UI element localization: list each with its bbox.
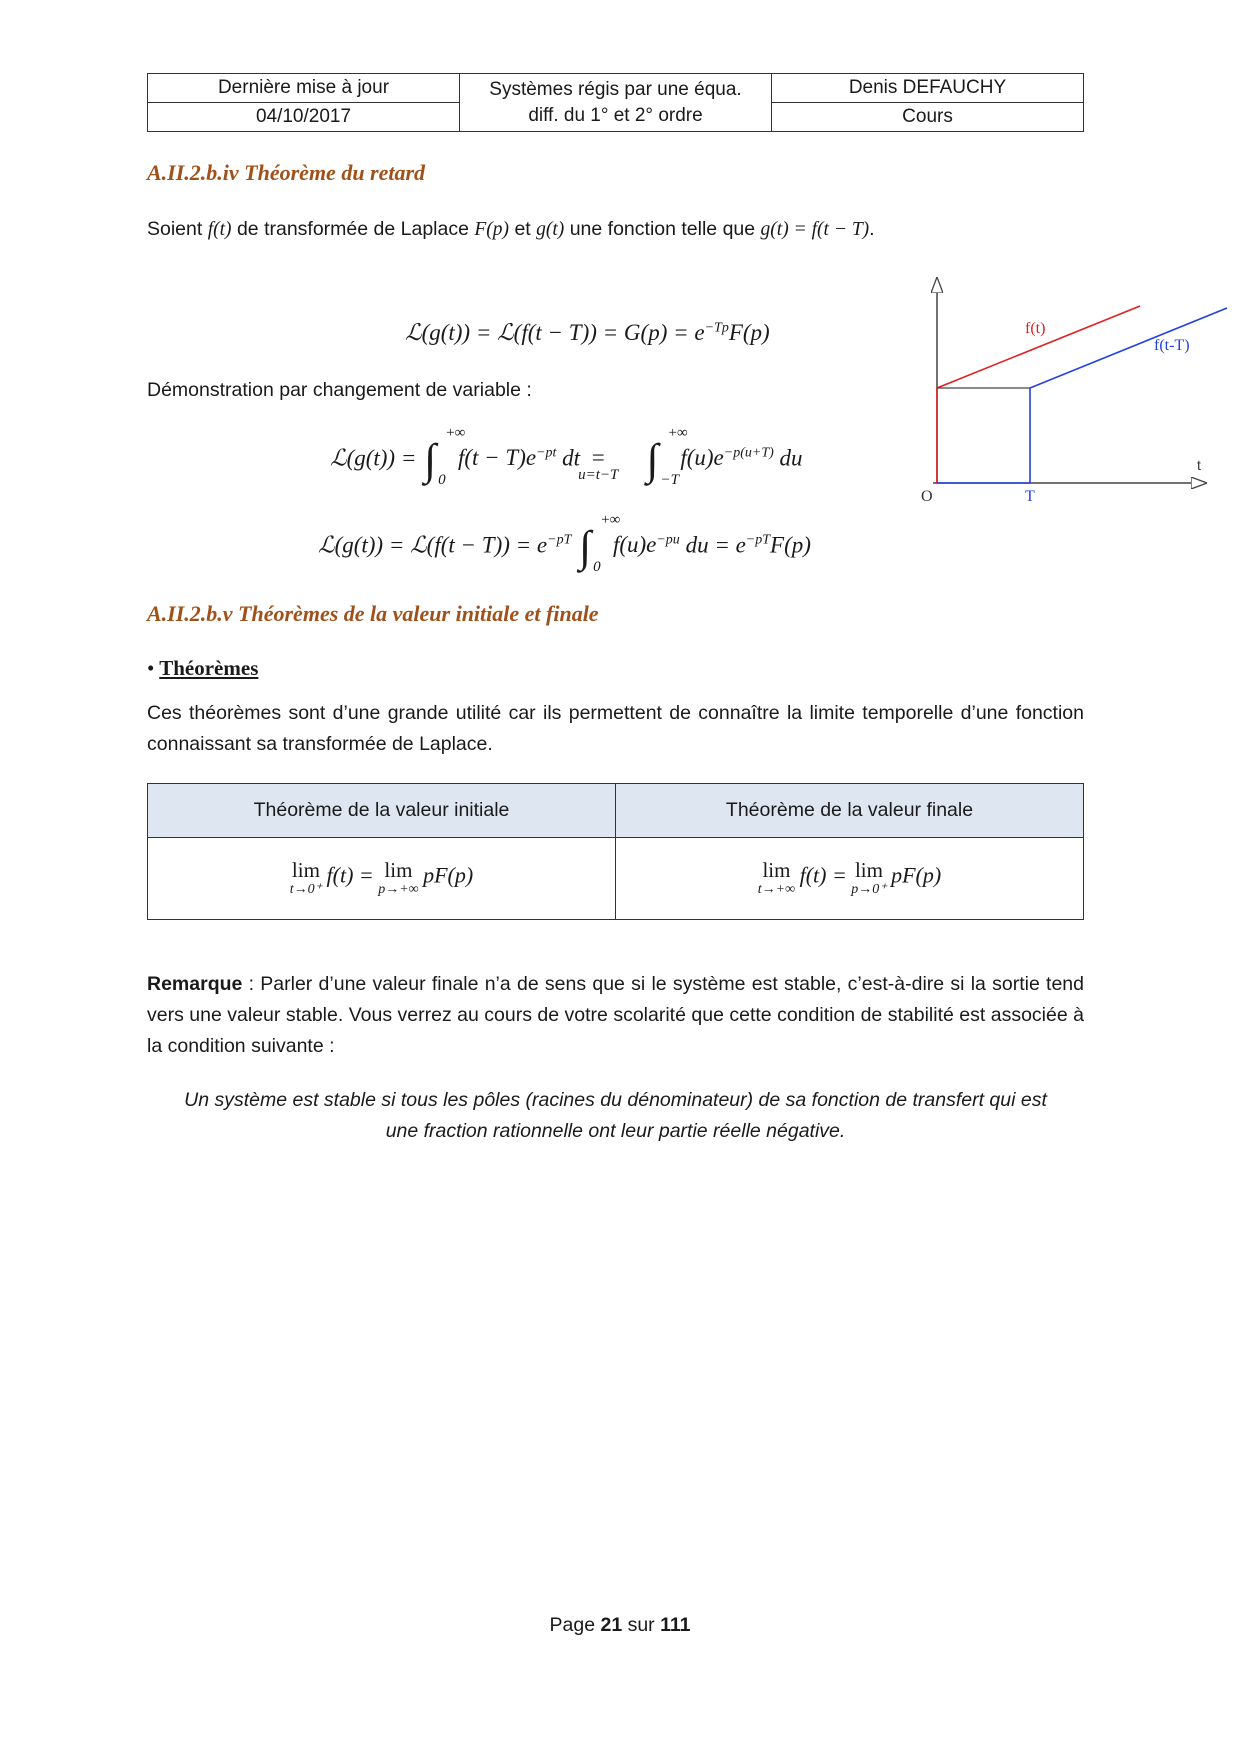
- final-value-formula: [616, 838, 1084, 920]
- demo-eq1-eq-sign: =: [591, 445, 605, 471]
- label-O: O: [921, 488, 933, 505]
- th-final: Théorème de la valeur finale: [616, 784, 1084, 838]
- remark-text: : Parler d’une valeur finale n’a de sens que si le système est stable, c’est-à-dire si la sortie tend vers une valeur stable. Vous verrez au cours de votre scolarité que cette condition de stabilité est associée à la condition suivante :: [147, 973, 1084, 1057]
- demo-eq2-exp2: −pu: [656, 532, 680, 548]
- integral-sign-1: ∫ +∞ 0: [424, 425, 466, 488]
- page-prefix: Page: [549, 1614, 601, 1636]
- intro-text-4: une fonction telle que: [564, 218, 761, 240]
- demo-eq1-lhs: ℒ(g(t)) =: [330, 445, 417, 471]
- main-eq-end: F(p): [728, 320, 770, 345]
- th-initial: Théorème de la valeur initiale: [148, 784, 616, 838]
- initial-value-formula: [148, 838, 616, 920]
- lim-sub: p→+∞: [378, 882, 419, 897]
- theorems-subheading: [147, 656, 258, 681]
- page-number: 21: [600, 1614, 623, 1636]
- heading-theorems: A.II.2.b.v Théorèmes de la valeur initiale et finale: [147, 601, 599, 626]
- main-eq-text: ℒ(g(t)) = ℒ(f(t − T)) = G(p) = e: [405, 320, 705, 345]
- lim-word: lim: [762, 858, 791, 882]
- page-total: 111: [660, 1614, 691, 1636]
- lim-right-expr: pF(p): [891, 862, 942, 888]
- demo-eq1-int1-exp: −pt: [536, 445, 557, 461]
- demo-eq1-substitution: u=t−T: [578, 467, 619, 484]
- demo-eq1-int1-body: f(t − T)e: [457, 445, 537, 471]
- intro-gt: g(t): [536, 219, 565, 240]
- lim-right-expr: pF(p): [423, 862, 474, 888]
- delay-figure: [915, 275, 1235, 507]
- demo-text: Démonstration par changement de variable :: [147, 379, 532, 401]
- intro-Fp: F(p): [474, 219, 510, 240]
- main-eq-exp: −Tp: [704, 320, 729, 336]
- label-f: f(t): [1025, 320, 1046, 337]
- lim-left-expr: f(t) =: [799, 862, 847, 888]
- retard-main-equation: [405, 320, 770, 346]
- lim-word: lim: [384, 858, 413, 882]
- demo-eq2-end: F(p): [770, 532, 811, 558]
- integral-upper-3: +∞: [601, 512, 621, 528]
- remark-paragraph: [147, 969, 1084, 1062]
- integral-sign-2: ∫ +∞ −T: [646, 425, 688, 488]
- doc-type: Cours: [772, 103, 1084, 132]
- lim-sub: t→0⁺: [289, 882, 323, 897]
- demo-equation-2: [318, 512, 811, 575]
- subject-line2: diff. du 1° et 2° ordre: [528, 104, 703, 126]
- label-T: T: [1025, 488, 1035, 505]
- integral-lower-3: 0: [593, 559, 601, 575]
- intro-text-1: Soient: [147, 218, 208, 240]
- demo-eq2-lhs: ℒ(g(t)) = ℒ(f(t − T)) = e: [318, 532, 548, 558]
- demo-eq1-int2-exp: −p(u+T): [723, 445, 774, 461]
- intro-text-5: .: [869, 218, 875, 240]
- integral-upper-2: +∞: [668, 425, 688, 441]
- intro-relation: g(t) = f(t − T): [760, 219, 870, 240]
- retard-intro: [147, 214, 875, 245]
- page-footer: [0, 1614, 1240, 1637]
- lim-sub: p→0⁺: [851, 882, 887, 897]
- demo-eq1-int2-body: f(u)e: [680, 445, 724, 471]
- author: Denis DEFAUCHY: [772, 74, 1084, 103]
- demo-eq2-exp3: −pT: [745, 532, 771, 548]
- lim-word: lim: [854, 858, 883, 882]
- subject-line1: Systèmes régis par une équa.: [489, 78, 742, 100]
- demo-eq2-body: f(u)e: [612, 532, 657, 558]
- label-t: t: [1197, 457, 1201, 473]
- theorems-paragraph: Ces théorèmes sont d’une grande utilité car ils permettent de connaître la limite temporelle d’une fonction connaissant sa transformée de Laplace.: [147, 702, 1084, 755]
- theorems-table: [147, 783, 1084, 920]
- subheading-text: Théorèmes: [159, 656, 259, 680]
- bullet: •: [147, 656, 155, 680]
- heading-retard: A.II.2.b.iv Théorème du retard: [147, 160, 426, 185]
- demo-equation-1: [330, 425, 803, 488]
- intro-ft: f(t): [207, 219, 232, 240]
- demo-eq1-dt: dt: [562, 445, 581, 471]
- demo-eq1-equals: [578, 445, 619, 484]
- demo-eq2-exp1: −pT: [547, 532, 572, 548]
- intro-text-3: et: [509, 218, 537, 240]
- demo-eq2-rest: du = e: [685, 532, 746, 558]
- integral-lower-1: 0: [438, 472, 446, 488]
- f-line: [937, 306, 1140, 388]
- label-fT: f(t-T): [1154, 337, 1190, 354]
- last-update-label: Dernière mise à jour: [148, 74, 460, 103]
- integral-upper-1: +∞: [446, 425, 466, 441]
- stability-line1: Un système est stable si tous les pôles (racines du dénominateur) de sa fonction de transfert qui est: [184, 1089, 1047, 1111]
- intro-text-2: de transformée de Laplace: [231, 218, 475, 240]
- update-date: 04/10/2017: [148, 103, 460, 132]
- lim-left-expr: f(t) =: [326, 862, 374, 888]
- demo-eq1-du: du: [779, 445, 803, 471]
- integral-sign-3: ∫ +∞ 0: [579, 512, 621, 575]
- lim-sub: t→+∞: [757, 882, 796, 897]
- integral-lower-2: −T: [660, 472, 679, 488]
- stability-line2: une fraction rationnelle ont leur partie réelle négative.: [385, 1120, 846, 1142]
- subject-cell: [460, 74, 772, 132]
- header-table: [147, 73, 1084, 132]
- lim-word: lim: [291, 858, 320, 882]
- lim-initial-right: [378, 860, 418, 897]
- stability-statement: [147, 1085, 1084, 1147]
- lim-final-right: [851, 860, 886, 897]
- fT-line: [1030, 308, 1227, 388]
- lim-final-left: [758, 860, 795, 897]
- page-mid: sur: [622, 1614, 661, 1636]
- remark-label: Remarque: [147, 973, 243, 995]
- lim-initial-left: [290, 860, 322, 897]
